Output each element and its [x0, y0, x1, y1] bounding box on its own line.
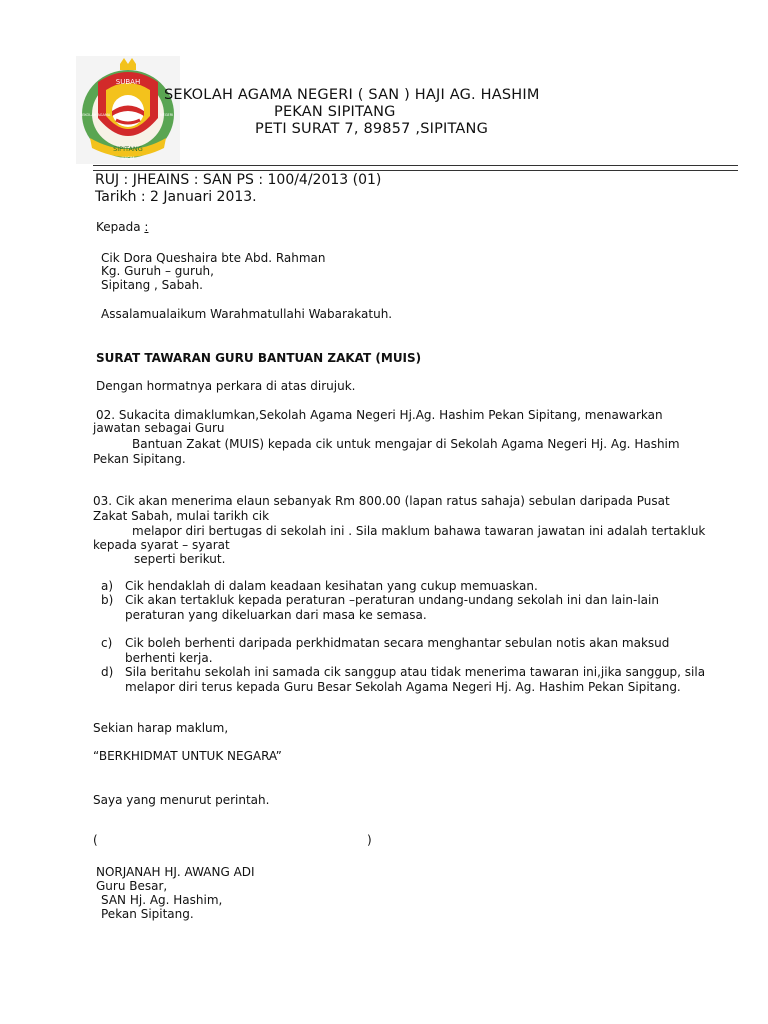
recipient-address-line1: Kg. Guruh – guruh,: [101, 264, 214, 278]
closing-motto: “BERKHIDMAT UNTUK NEGARA”: [93, 749, 282, 763]
recipient-heading: [96, 220, 148, 235]
letter-date: Tarikh : 2 Januari 2013.: [95, 189, 257, 205]
condition-b-label: b): [101, 593, 114, 607]
header-rule-top: [93, 165, 738, 166]
school-address-line: PETI SURAT 7, 89857 ,SIPITANG: [255, 121, 489, 137]
kepada-label: Kepada: [96, 220, 145, 234]
school-crest-logo: [76, 56, 180, 164]
condition-a-text: Cik hendaklah di dalam keadaan kesihatan yang cukup memuaskan.: [125, 579, 538, 593]
kepada-colon: :: [144, 220, 149, 234]
recipient-name: Cik Dora Queshaira bte Abd. Rahman: [101, 251, 326, 265]
para03-line4: kepada syarat – syarat: [93, 538, 230, 552]
header-rule-bottom: [93, 170, 738, 171]
condition-a-label: a): [101, 579, 114, 593]
signatory-place: Pekan Sipitang.: [101, 907, 194, 921]
para03-line3: melapor diri bertugas di sekolah ini . Sila maklum bahawa tawaran jawatan ini adalah tertakluk: [132, 524, 706, 538]
condition-d-text-line1: Sila beritahu sekolah ini samada cik sanggup atau tidak menerima tawaran ini,jika sanggup, sila: [125, 665, 706, 679]
logo-text-top: SUBAH: [115, 78, 141, 86]
condition-d-text-line2: melapor diri terus kepada Guru Besar Sekolah Agama Negeri Hj. Ag. Hashim Pekan Sipitang.: [125, 680, 681, 694]
closing-sekian: Sekian harap maklum,: [93, 721, 229, 735]
logo-ring-left: SEKOLAH AGAMA: [80, 113, 111, 117]
para02-line2: jawatan sebagai Guru: [93, 421, 225, 435]
logo-ring-right: NEGERI: [160, 113, 174, 117]
para02-line4: Pekan Sipitang.: [93, 452, 186, 466]
recipient-address-line2: Sipitang , Sabah.: [101, 278, 203, 292]
reference-number: RUJ : JHEAINS : SAN PS : 100/4/2013 (01): [95, 172, 382, 188]
closing-saya: Saya yang menurut perintah.: [93, 793, 270, 807]
para03-line5: seperti berikut.: [134, 552, 226, 566]
signature-bracket-close: ): [367, 833, 372, 847]
school-town-line: PEKAN SIPITANG: [274, 104, 396, 120]
condition-b-text-line1: Cik akan tertakluk kepada peraturan –peraturan undang-undang sekolah ini dan lain-lain: [125, 593, 659, 607]
para03-line2: Zakat Sabah, mulai tarikh cik: [93, 509, 270, 523]
para03-line1: 03. Cik akan menerima elaun sebanyak Rm 800.00 (lapan ratus sahaja) sebulan daripada Pusat: [93, 494, 670, 508]
logo-ring-bottom: HASIM: [121, 156, 135, 161]
intro-paragraph: Dengan hormatnya perkara di atas dirujuk.: [96, 379, 356, 393]
para02-line1: 02. Sukacita dimaklumkan,Sekolah Agama Negeri Hj.Ag. Hashim Pekan Sipitang, menawarkan: [96, 408, 663, 422]
condition-c-label: c): [101, 636, 113, 650]
greeting: Assalamualaikum Warahmatullahi Wabarakatuh.: [101, 307, 393, 321]
para02-line3: Bantuan Zakat (MUIS) kepada cik untuk mengajar di Sekolah Agama Negeri Hj. Ag. Hashim: [132, 437, 680, 451]
signature-bracket-open: (: [93, 833, 98, 847]
logo-text-bottom: SIPITANG: [113, 145, 143, 153]
letter-subject: SURAT TAWARAN GURU BANTUAN ZAKAT (MUIS): [96, 351, 422, 365]
signatory-name: NORJANAH HJ. AWANG ADI: [96, 865, 255, 879]
condition-c-text-line2: berhenti kerja.: [125, 651, 213, 665]
school-name-line: SEKOLAH AGAMA NEGERI ( SAN ) HAJI AG. HASHIM: [164, 87, 540, 103]
condition-c-text-line1: Cik boleh berhenti daripada perkhidmatan secara menghantar sebulan notis akan maksud: [125, 636, 670, 650]
signatory-school: SAN Hj. Ag. Hashim,: [101, 893, 223, 907]
condition-d-label: d): [101, 665, 114, 679]
condition-b-text-line2: peraturan yang dikeluarkan dari masa ke semasa.: [125, 608, 427, 622]
signatory-title: Guru Besar,: [96, 879, 168, 893]
